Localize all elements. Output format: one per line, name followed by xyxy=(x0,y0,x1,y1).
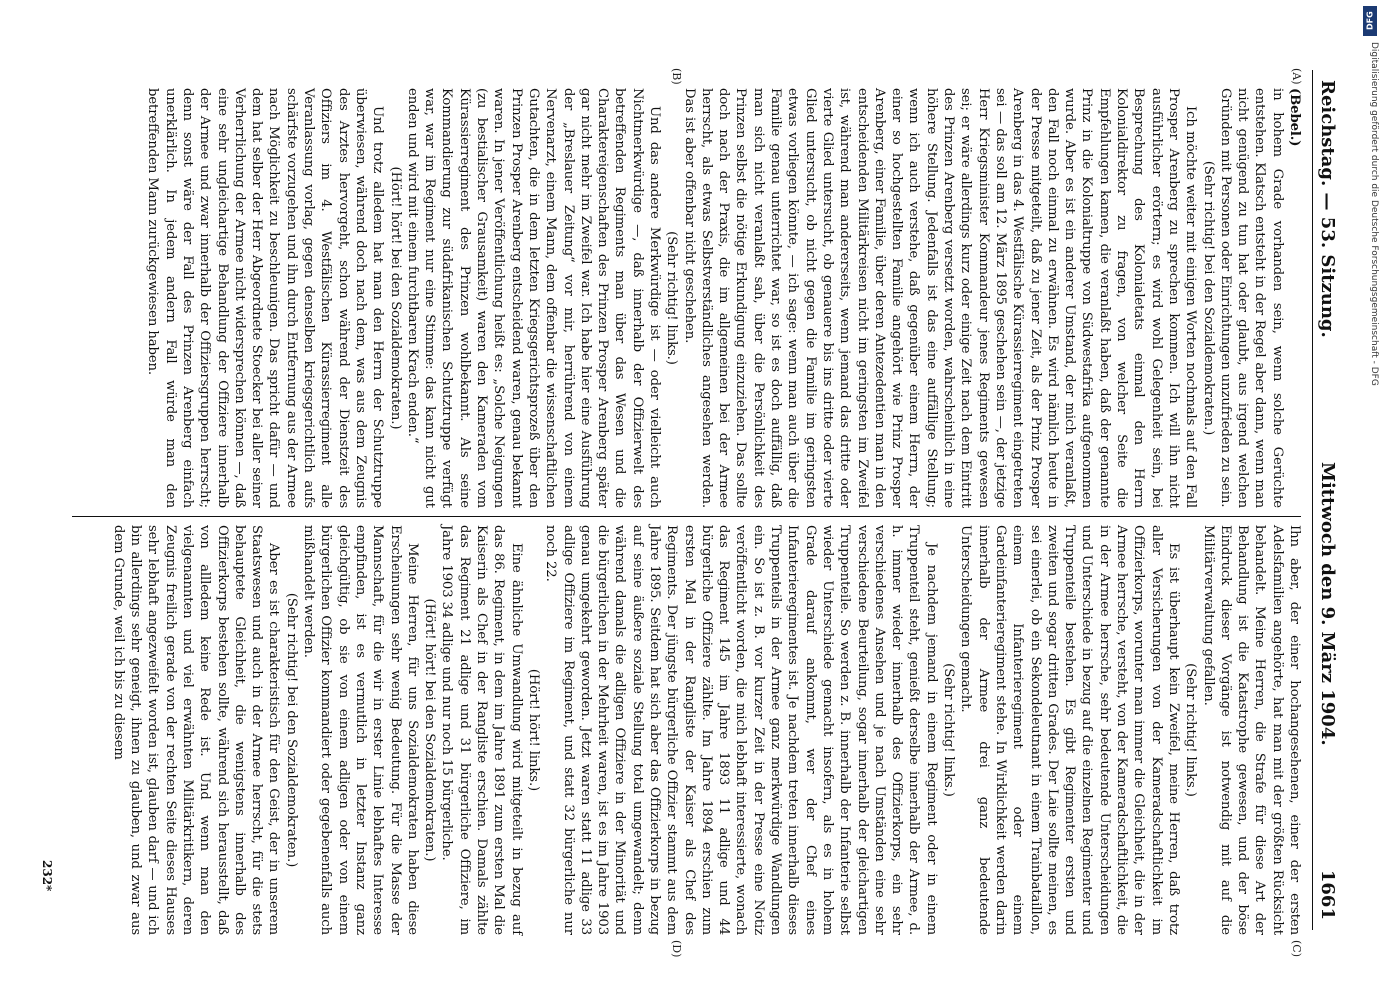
header-left: Reichstag. — 53. Sitzung. xyxy=(1317,80,1338,338)
column-divider xyxy=(72,516,1301,517)
paragraph: Und das andere Merkwürdige ist — oder vielleicht auch Nichtmerkwürdige —, daß innerhalb der Offizierwelt des betreffenden Regiments man über das Wesen und die Charaktereigenschaften des Prinzen Prosper Arenberg später gar nicht mehr im Zweifel war. Ich habe hier eine Ausführung der „Breslauer Zeitung“ vor mir, herrührend von einem Nervenarzt, einem Mann, dem offenbar die wissenschaftlichen Gutachten, die in dem letzten Kriegsgerichtsprozeß über den Prinzen Prosper Arenberg entscheidend waren, genau bekannt waren. In jener Veröffentlichung heißt es: „Solche Neigungen (zu bestialischer Grausamkeit) waren den Kameraden vom Kürassierregiment des Prinzen wohlbekannt. Als seine Kommandierung zur südafrikanischen Schutztruppe verfügt war, war im Regiment nur eine Stimme: das kann nicht gut enden und wird mit einem furchtbaren Krach enden.“ xyxy=(404,88,663,508)
digitization-credit: Digitalisierung gefördert durch die Deutsche Forschungsgemeinschaft - DFG xyxy=(1369,42,1379,386)
dfg-logo: DFG xyxy=(1363,6,1377,36)
paragraph: Meine Herren, für uns Sozialdemokraten haben diese Erscheinungen sehr wenig Bedeutung. Für die Masse der Mannschaft, für die wir in erster Linie lebhaftes Interesse empfinden, ist es vermutlich in letzter Instanz ganz gleichgültig, ob sie von einem adligen oder von einem bürgerlichen Offizier kommandiert oder gegebenenfalls auch mißhandelt werden. xyxy=(301,525,420,935)
interjection: (Sehr richtig! bei den Sozialdemokraten.) xyxy=(283,592,299,868)
header-date: Mittwoch den 9. März 1904. xyxy=(1317,462,1338,746)
interjection: (Sehr richtig! links.) xyxy=(1183,663,1199,797)
speaker-label: (Bebel.) xyxy=(1287,88,1302,147)
paragraph: in hohem Grade vorhanden sein, wenn solche Gerüchte entstehen. Klatsch entsteht in der Regel aber dann, wenn man nicht genügend zu tun hat oder glaubt, aus irgend welchen Gründen mit Personen oder Einrichtungen unzufrieden zu sein. xyxy=(1217,88,1285,508)
margin-mark-c: (C) xyxy=(1290,940,1303,957)
page-header xyxy=(1317,80,1353,920)
text-column-right xyxy=(70,525,1303,935)
paragraph: Ich möchte weiter mit einigen Worten nochmals auf den Fall Prosper Arenberg zu sprechen kommen. Ich will ihn nicht ausführlicher erörtern; es wird wohl Gelegenheit sein, bei Besprechung des Kolonialetats einmal den Herrn Kolonialdirektor zu fragen, von welcher Seite die Empfehlungen kamen, die veranlaßt haben, daß der genannte Prinz in die Kolonialtruppe von Südwestafrika aufgenommen wurde. Aber es ist ein anderer Umstand, der mich veranlaßt, den Fall noch einmal zu erwähnen. Es wird nämlich heute in der Presse mitgeteilt, daß zu jener Zeit, als der Prinz Prosper Arenberg in das 4. Westfälische Kürassierregiment eingetreten sei — das soll am 12. März 1895 geschehen sein —, der jetzige Herr Kriegsminister Kommandeur jenes Regiments gewesen sei; er wäre allerdings kurz oder einige Zeit nach dem Eintritt des Prinzen Arenberg versetzt worden, wahrscheinlich in eine höhere Stellung. Jedenfalls ist das eine auffällige Stellung; wenn ich auch verstehe, daß gegenüber einem Herrn, der einer so hochgestellten Familie angehört wie Prinz Prosper Arenberg, einer Familie, über deren Antezedentien man in den entscheidenden Militärkreisen nicht im geringsten im Zweifel ist, während man andererseits, wenn jemand das dritte oder vierte Glied untersucht, ob genauere bis ins dritte oder vierte Glied untersucht, ob nicht gegen die Familie im geringsten etwas vorliegen könnte, — ich sage: wenn man auch über die Familie genau unterrichtet war, so ist es doch auffällig, daß man sich nicht veranlaßt sah, über die Persönlichkeit des Prinzen selbst die nötige Erkundigung einzuziehen. Das sollte doch nach der Praxis, die im allgemeinen bei der Armee herrscht, als etwas Selbstverständliches angesehen werden. Das ist aber offenbar nicht geschehen. xyxy=(681,88,1199,508)
paragraph: Es ist überhaupt kein Zweifel, meine Herren, daß trotz aller Versicherungen von der Kameradschaftlichkeit im Offizierkorps, worunter man immer die Gleichheit, die in der Armee herrsche, versteht, von der Kameradschaftlichkeit, die in der Armee herrsche, sehr bedeutende Unterscheidungen und Unterschiede in bezug auf die einzelnen Regimenter und Truppenteile bestehen. Es gibt Regimenter ersten und zweiten und sogar dritten Grades. Der Laie sollte meinen, es sei einerlei, ob ein Sekondeleutnant in einem Trainbataillon, einem Infanterieregiment oder einem Gardeinfanterieregiment stehe. In Wirklichkeit werden darin innerhalb der Armee drei ganz bedeutende Unterscheidungen gemacht. xyxy=(958,525,1181,935)
paragraph: Je nachdem jemand in einem Regiment oder in einem Truppenteil steht, genießt derselbe innerhalb der Armee, d. h. immer wieder innerhalb des Offizierkorps, ein sehr verschiedenes Ansehen und je nach Umständen eine sehr verschiedene Beurteilung, sogar innerhalb der gleichartigen Truppenteile. So werden z. B. innerhalb der Infanterie selbst wieder Unterschiede gemacht insofern, als es in hohem Grade darauf ankommt, wer der Chef eines Infanterieregimentes ist. Je nachdem treten innerhalb dieses Truppenteils in der Armee ganz merkwürdige Wandlungen ein. So ist z. B. vor kurzer Zeit in der Presse eine Notiz veröffentlicht worden, die mich lebhaft interessierte, wonach das Regiment 145 im Jahre 1893 11 adlige und 44 bürgerliche Offiziere zählte. Im Jahre 1894 erschien zum ersten Mal in der Rangliste der Kaiser als Chef des Regiments. Der jüngste bürgerliche Offizier stammt aus dem Jahre 1895. Seitdem hat sich aber das Offizierkorps in bezug auf seine äußere soziale Stellung total umgewandelt; denn während damals die adligen Offiziere in der Minorität und die bürgerlichen in der Mehrheit waren, ist es im Jahre 1903 genau umgekehrt geworden. Jetzt waren statt 11 adlige 33 adlige Offiziere im Regiment, und statt 32 bürgerliche nur noch 22. xyxy=(543,525,939,935)
header-rule xyxy=(1312,70,1313,930)
interjection: (Sehr richtig! links.) xyxy=(941,663,957,797)
paragraph: Und trotz alledem hat man den Herrn der Schutztruppe überwiesen, während doch nach dem, was aus dem Zeugnis des Arztes hervorgeht, schon während der Dienstzeit des Offiziers im 4. Westfälischen Kürassierregiment alle Veranlassung vorlag, gegen denselben kriegsgerichtlich aufs schärfste vorzugehen und ihn durch Entfernung aus der Armee nach Möglichkeit zu beschleunigen. Das spricht dafür — und dem hat selber der Herr Abgeordnete Stoecker bei aller seiner Verherrlichung der Armee nicht widersprechen können —, daß eine sehr ungleichartige Behandlung der Offiziere innerhalb der Armee und zwar innerhalb der Offiziersgruppen herrscht; denn sonst wäre der Fall des Prinzen Arenberg einfach unerklärlich. In jedem andern Fall würde man den betreffenden Mann zurückgewiesen haben. xyxy=(145,88,386,508)
interjection: (Hört! hört! links.) xyxy=(525,668,541,792)
paragraph: Ihn aber, der einer hochangesehenen, einer der ersten Adelsfamilien angehörte, hat man mit der größten Rücksicht behandelt. Meine Herren, die Strafe für diese Art der Behandlung ist die Katastrophe gewesen, und der böse Eindruck dieser Vorgänge ist notwendig mit auf die Militärverwaltung gefallen. xyxy=(1200,525,1302,935)
margin-mark-b: (B) xyxy=(670,68,683,85)
interjection: (Hört! hört! bei den Sozialdemokraten.) xyxy=(387,166,403,430)
paragraph: Eine ähnliche Umwandlung wird mitgeteilt in bezug auf das 86. Regiment, in dem im Jahre 1891 zum ersten Mal die Kaiserin als Chef in der Rangliste erschien. Damals zählte das Regiment 21 adlige und 31 bürgerliche Offiziere, im Jahre 1903 34 adlige und nur noch 15 bürgerliche. xyxy=(439,525,524,935)
margin-mark-d: (D) xyxy=(670,940,683,958)
signature-mark: 232* xyxy=(40,860,54,892)
page-number: 1661 xyxy=(1317,869,1338,920)
margin-mark-a: (A) xyxy=(1290,68,1303,85)
interjection: (Hört! hört! bei den Sozialdemokraten.) xyxy=(422,598,438,862)
interjection: (Sehr richtig! links.) xyxy=(664,231,680,365)
interjection: (Sehr richtig! bei den Sozialdemokraten.) xyxy=(1200,160,1216,436)
text-column-left xyxy=(70,88,1303,508)
paragraph: Aber es ist charakteristisch für den Geist, der in unserem Staatswesen und auch in der Armee herrscht, für die stets behauptete Gleichheit, die wenigstens innerhalb des Offizierkorps bestehen sollte, während sich herausstellt, daß von allledem keine Rede ist. Und wenn man den vielgenannten und viel erwähnten Militärkritikern, deren Zeugnis freilich gerade von der rechten Seite dieses Hauses sehr lebhaft angezweifelt worden ist, glauben darf — und ich bin allerdings sehr geneigt, ihnen zu glauben, und zwar aus dem Grunde, weil ich bis zu diesem xyxy=(110,525,282,935)
